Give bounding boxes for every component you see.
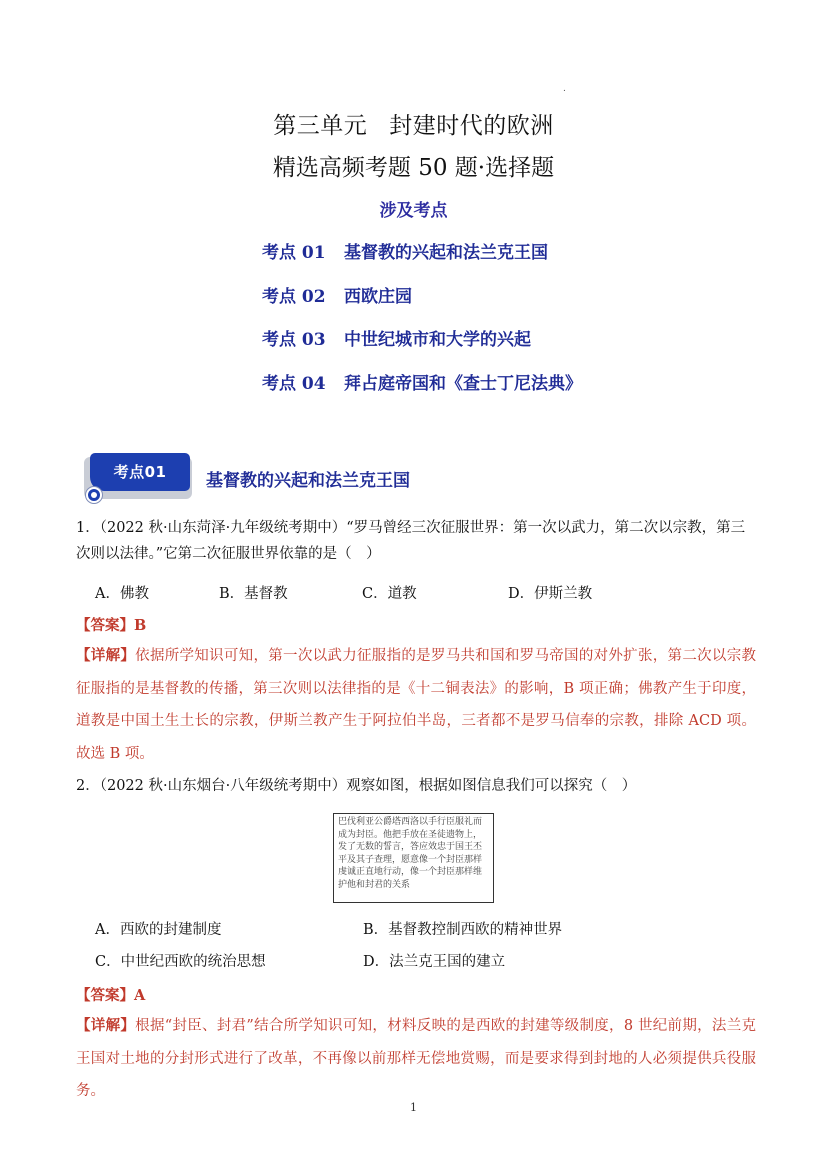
kaodian-title: 中世纪城市和大学的兴起 (344, 330, 531, 350)
option-c: C．道教 (362, 586, 417, 602)
option-b: B．基督教 (219, 586, 288, 602)
kaodian-title: 西欧庄园 (344, 286, 412, 307)
kaodian-code: 考点 03 (262, 330, 326, 350)
kaodian-code: 考点 01 (262, 243, 326, 263)
explanation (76, 1010, 756, 1108)
question-stem: 2．（2022 秋·山东烟台·八年级统考期中）观察如图，根据如图信息我们可以探究（ ） (76, 778, 637, 794)
answer: 【答案】A (76, 987, 146, 1004)
kaodian-heading: 涉及考点 (379, 201, 448, 221)
title-sub: 封建时代的欧洲 (389, 113, 554, 139)
kaodian-item (262, 369, 582, 413)
page-title (0, 107, 827, 140)
corner-mark: . (563, 84, 566, 94)
badge-dot-icon (86, 487, 102, 503)
section-badge (84, 453, 194, 503)
question-stem: 1．（2022 秋·山东菏泽·九年级统考期中）“罗马曾经三次征服世界：第一次以武力，第二次以宗教，第三次则以法律。”它第二次征服世界依靠的是（ ） (76, 520, 746, 562)
kaodian-code: 考点 04 (262, 373, 326, 394)
answer: 【答案】B (76, 617, 147, 634)
kaodian-item (262, 325, 582, 369)
kaodian-title: 基督教的兴起和法兰克王国 (344, 243, 548, 263)
option-c: C．中世纪西欧的统治思想 (95, 954, 266, 970)
badge-label: 考点01 (90, 453, 190, 491)
page-subtitle: 精选高频考题 50 题·选择题 (272, 155, 555, 181)
kaodian-list (262, 238, 582, 412)
option-b: B．基督教控制西欧的精神世界 (363, 922, 563, 938)
kaodian-item (262, 282, 582, 326)
figure-text-box: 巴伐利亚公爵塔西洛以手行臣服礼而成为封臣。他把手放在圣徒遗物上，发了无数的誓言，答应效忠于国王丕平及其子查理，愿意像一个封臣那样虔诚正直地行动，像一个封臣那样维护他和封君的关系 (333, 813, 494, 903)
option-d: D．伊斯兰教 (508, 586, 593, 602)
section-title: 基督教的兴起和法兰克王国 (206, 471, 410, 491)
kaodian-code: 考点 02 (262, 286, 326, 307)
explanation (76, 640, 756, 770)
page-number: 1 (410, 1101, 417, 1114)
option-d: D．法兰克王国的建立 (363, 954, 506, 970)
option-a: A．西欧的封建制度 (95, 922, 222, 938)
option-a: A．佛教 (95, 586, 149, 602)
kaodian-title: 拜占庭帝国和《查士丁尼法典》 (344, 373, 582, 394)
title-main: 第三单元 (273, 113, 368, 139)
explanation-text: 根据“封臣、封君”结合所学知识可知，材料反映的是西欧的封建等级制度，8 世纪前期，法兰克王国对土地的分封形式进行了改革，不再像以前那样无偿地赏赐，而是要求得到封地的人必须提供兵役服务。 (76, 1018, 756, 1099)
explanation-tag: 【详解】 (76, 1017, 136, 1034)
explanation-tag: 【详解】 (76, 647, 136, 664)
kaodian-item (262, 238, 582, 282)
explanation-text: 依据所学知识可知，第一次以武力征服指的是罗马共和国和罗马帝国的对外扩张，第二次以宗教征服指的是基督教的传播，第三次则以法律指的是《十二铜表法》的影响，B 项正确；佛教产生于印度，道教是中国土生土长的宗教，伊斯兰教产生于阿拉伯半岛，三者都不是罗马信奉的宗教，排除 ACD 项。故选 B 项。 (76, 648, 756, 762)
